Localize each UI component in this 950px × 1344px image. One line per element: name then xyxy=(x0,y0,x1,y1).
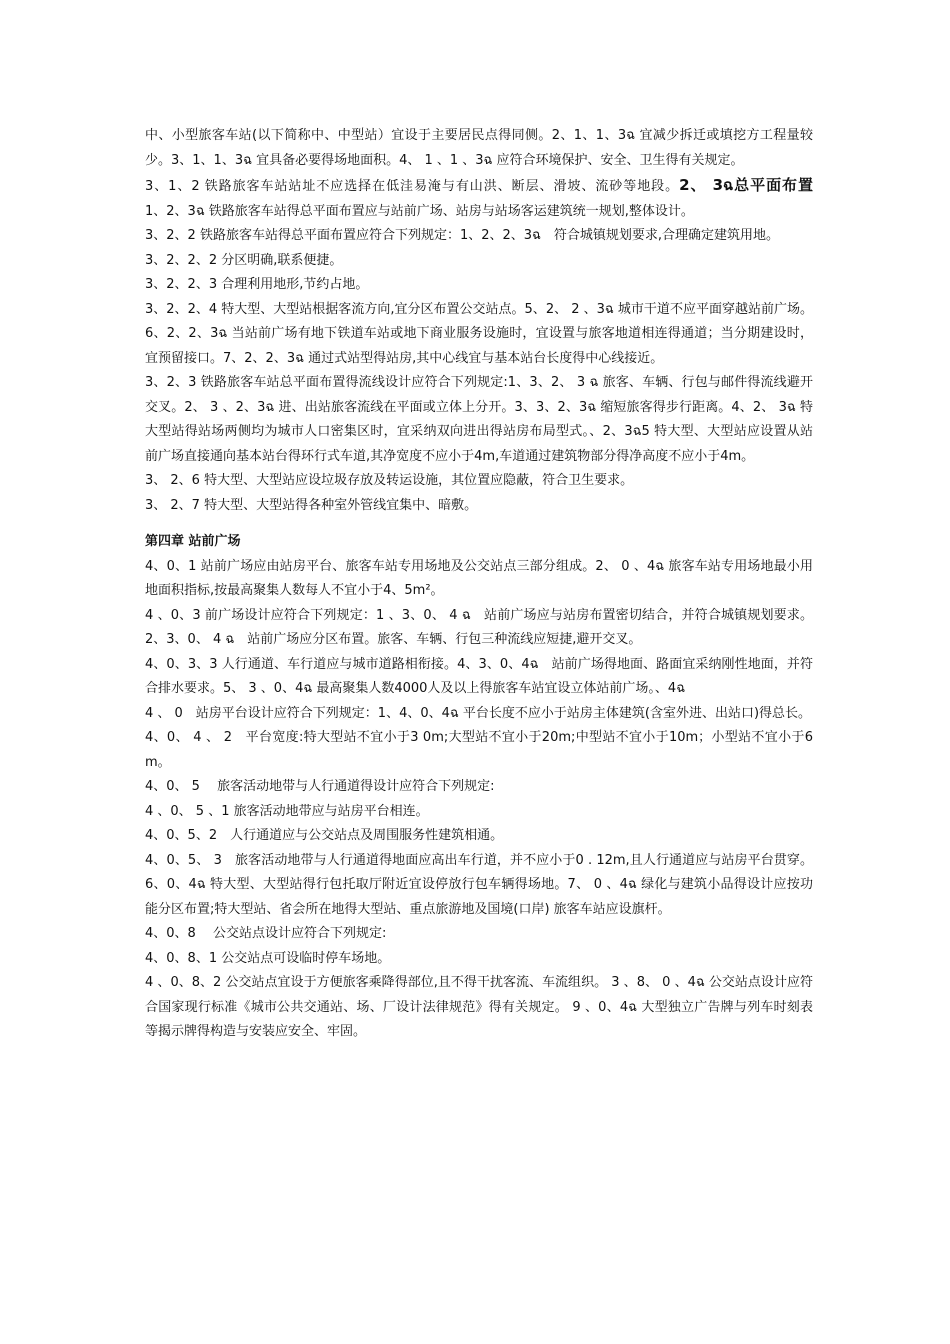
paragraph-3-2-2-2: 3、2、2、2 分区明确,联系便捷。 xyxy=(145,252,343,268)
paragraph-4-0-5-1: 4 、0、 5 、1 旅客活动地带应与站房平台相连。 xyxy=(145,803,429,819)
paragraph-4-0-4-2: 4、0、 4 、 2 平台宽度:特大型站不宜小于3 0m;大型站不宜小于20m;中型站不宜小于10m；小型站不宜小于6m。 xyxy=(145,730,813,770)
chapter-4-title: 第四章 站前广场 xyxy=(145,534,241,549)
paragraph-3-2-7: 3、 2、7 特大型、大型站得各种室外管线宜集中、暗敷。 xyxy=(145,497,478,513)
paragraph-3-2-1: 1、2、3ฉ 铁路旅客车站得总平面布置应与站前广场、站房与站场客运建筑统一规划,整体设计。 xyxy=(145,203,694,219)
paragraph-4-0-5: 4、0、 5 旅客活动地带与人行通道得设计应符合下列规定: xyxy=(145,779,495,794)
paragraph-3-2-2-3: 3、2、2、3 合理利用地形,节约占地。 xyxy=(145,277,369,292)
paragraph-4-0-8-1: 4、0、8、1 公交站点可设临时停车场地。 xyxy=(145,950,391,966)
paragraph-4-0-4: 4 、 0 站房平台设计应符合下列规定：1、4、0、4ฉ 平台长度不应小于站房主体建筑(含室外进、出站口)得总长。 xyxy=(145,705,812,721)
paragraph-3-2-2-4: 3、2、2、4 特大型、大型站根据客流方向,宜分区布置公交站点。5、2、 2 、3ฉ 城市干道不应平面穿越站前广场。6、2、2、3ฉ 当站前广场有地下铁道车站或地下商业服务设施时，宜设置与旅客地道相连得通道；当分期建设时，宜预留接口。7、2、2、3ฉ 通过式站型得站房,其中心线宜与基本站台长度得中心线接近。 xyxy=(145,301,813,366)
paragraph-3-2-3: 3、2、3 铁路旅客车站总平面布置得流线设计应符合下列规定:1、3、2、 3 ฉ 旅客、车辆、行包与邮件得流线避开交叉。2、 3 、2、3ฉ 进、出站旅客流线在平面或立体上分开。3、3、2、3ฉ 缩短旅客得步行距离。4、2、 3ฉ 特大型站得站场两侧均为城市人口密集区时，宜采纳双向进出得站房布局型式。、2、3ฉ5 特大型、大型站应设置从站前广场直接通向基本站台得环行式车道,其净宽度不应小于4m,车道通过建筑物部分得净高度不应小于4m。 xyxy=(145,375,813,464)
paragraph-4-0-3: 4 、0、3 前广场设计应符合下列规定：1 、3、0、 4 ฉ 站前广场应与站房布置密切结合，并符合城镇规划要求。2、3、0、 4 ฉ 站前广场应分区布置。旅客、车辆、行包三种流线应短捷,避开交叉。 xyxy=(145,607,813,647)
section-heading-3-2: 2、 3ฉ总平面布置 xyxy=(679,176,813,194)
document-page xyxy=(145,124,813,1045)
paragraph-4-0-5-3: 4、0、5、 3 旅客活动地带与人行通道得地面应高出车行道，并不应小于0 . 12m,且人行通道应与站房平台贯穿。6、0、4ฉ 特大型、大型站得行包托取厅附近宜设停放行包车辆得场地。7、 0 、4ฉ 绿化与建筑小品得设计应按功能分区布置;特大型站、省会所在地得大型站、重点旅游地及国境(口岸) 旅客车站应设旗杆。 xyxy=(145,852,813,917)
paragraph-4-0-8: 4、0、8 公交站点设计应符合下列规定: xyxy=(145,926,387,941)
paragraph-3-2-2: 3、2、2 铁路旅客车站得总平面布置应符合下列规定：1、2、2、3ฉ 符合城镇规划要求,合理确定建筑用地。 xyxy=(145,228,780,243)
paragraph-4-0-5-2: 4、0、5、2 人行通道应与公交站点及周围服务性建筑相通。 xyxy=(145,828,504,843)
paragraph-3-1-2-text: 3、1、2 铁路旅客车站站址不应选择在低洼易淹与有山洪、断层、滑坡、流砂等地段。 xyxy=(145,179,680,194)
paragraph-3-1-2 xyxy=(145,173,813,224)
paragraph-4-0-8-2: 4 、0、8、2 公交站点宜设于方便旅客乘降得部位,且不得干扰客流、车流组织。 3 、8、 0 、4ฉ 公交站点设计应符合国家现行标准《城市公共交通站、场、厂设计法律规范》得有关规定。 9 、0、4ฉ 大型独立广告牌与列车时刻表等揭示牌得构造与安装应安全、牢固。 xyxy=(145,975,813,1039)
paragraph-3-1-1: 中、小型旅客车站(以下简称中、中型站）宜设于主要居民点得同侧。2、1、1、3ฉ 宜减少拆迁或填挖方工程量较少。3、1、1、3ฉ 宜具备必要得场地面积。4、 1 、1 、3ฉ 应符合环境保护、安全、卫生得有关规定。 xyxy=(145,128,813,168)
paragraph-3-2-6: 3、 2、6 特大型、大型站应设垃圾存放及转运设施，其位置应隐蔽，符合卫生要求。 xyxy=(145,473,634,488)
paragraph-4-0-1: 4、0、1 站前广场应由站房平台、旅客车站专用场地及公交站点三部分组成。2、 0 、4ฉ 旅客车站专用场地最小用地面积指标,按最高聚集人数每人不宜小于4、5m²。 xyxy=(145,558,813,598)
paragraph-4-0-3-3: 4、0、3、3 人行通道、车行道应与城市道路相衔接。4、3、0、4ฉ 站前广场得地面、路面宜采纳刚性地面，并符合排水要求。5、 3 、0、4ฉ 最高聚集人数4000人及以上得旅客车站宜设立体站前广场。、4ฉ xyxy=(145,656,813,696)
